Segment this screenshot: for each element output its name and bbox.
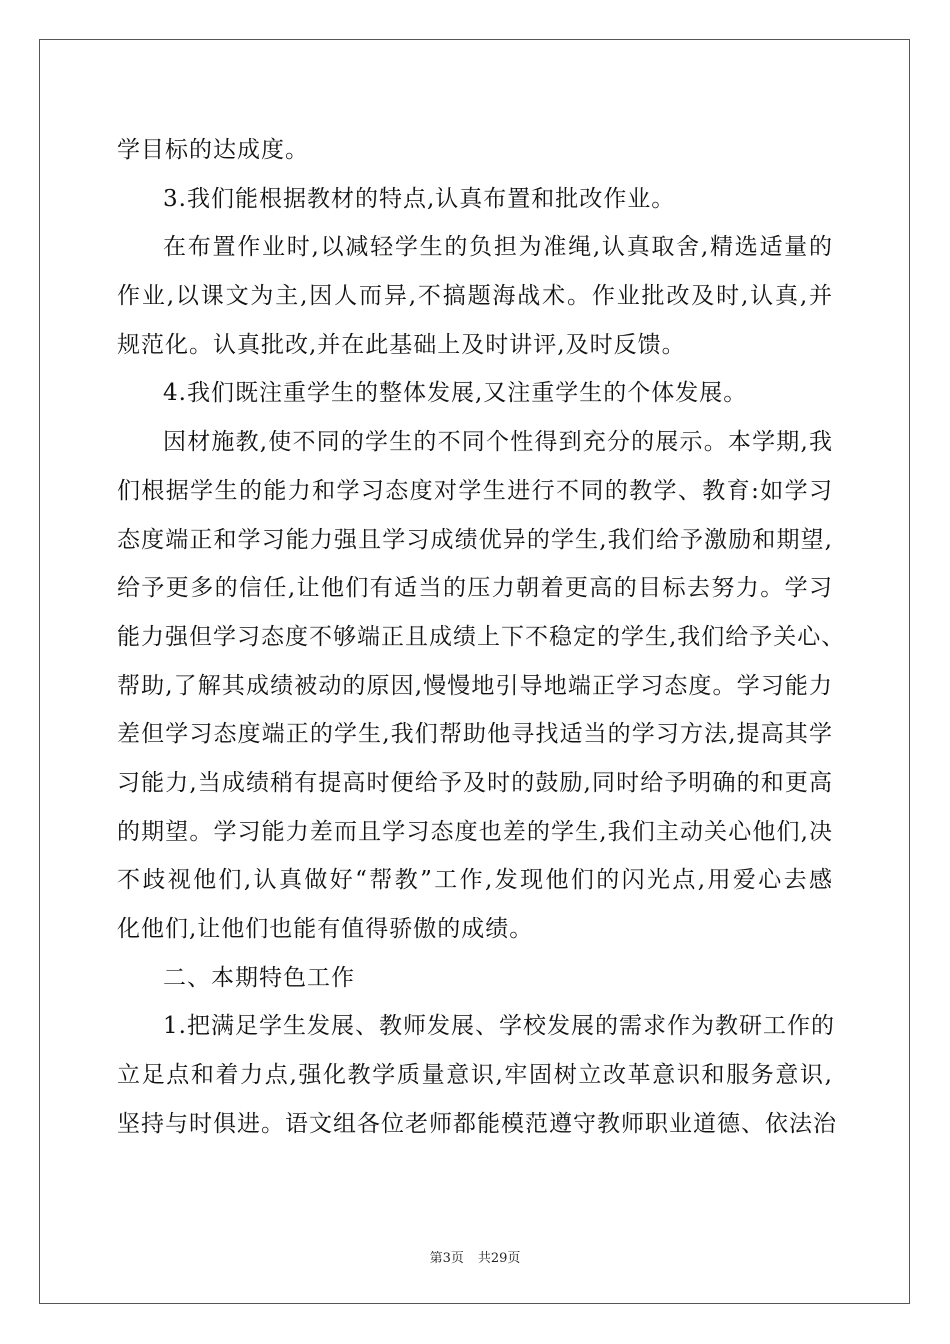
text-line: 作业,以课文为主,因人而异,不搞题海战术。作业批改及时,认真,并 — [117, 283, 833, 310]
text-line: 能力强但学习态度不够端正且成绩上下不稳定的学生,我们给予关心、 — [117, 623, 846, 650]
text-line: 们根据学生的能力和学习态度对学生进行不同的教学、教育:如学习 — [117, 477, 833, 504]
text-line: 4.我们既注重学生的整体发展,又注重学生的个体发展。 — [163, 380, 748, 407]
text-line: 规范化。认真批改,并在此基础上及时讲评,及时反馈。 — [117, 331, 686, 358]
page-footer — [0, 1247, 950, 1266]
section-heading: 二、本期特色工作 — [163, 964, 355, 991]
text-line: 立足点和着力点,强化教学质量意识,牢固树立改革意识和服务意识, — [117, 1062, 833, 1089]
text-line: 3.我们能根据教材的特点,认真布置和批改作业。 — [163, 185, 676, 212]
text-line: 化他们,让他们也能有值得骄傲的成绩。 — [117, 916, 534, 942]
document-body — [117, 126, 846, 1148]
page-number: 第3页 — [429, 1251, 464, 1266]
text-line: 习能力,当成绩稍有提高时便给予及时的鼓励,同时给予明确的和更高 — [117, 769, 833, 796]
text-line: 给予更多的信任,让他们有适当的压力朝着更高的目标去努力。学习 — [117, 575, 833, 602]
text-line: 的期望。学习能力差而且学习态度也差的学生,我们主动关心他们,决 — [117, 818, 833, 845]
text-line: 因材施教,使不同的学生的不同个性得到充分的展示。本学期,我 — [163, 429, 833, 456]
text-line: 态度端正和学习能力强且学习成绩优异的学生,我们给予激励和期望, — [117, 526, 833, 553]
text-line: 不歧视他们,认真做好“帮教”工作,发现他们的闪光点,用爱心去感 — [117, 867, 833, 894]
text-line: 1.把满足学生发展、教师发展、学校发展的需求作为教研工作的 — [163, 1013, 835, 1040]
text-line: 帮助,了解其成绩被动的原因,慢慢地引导地端正学习态度。学习能力 — [117, 672, 833, 699]
text-line: 学目标的达成度。 — [117, 137, 309, 163]
text-line: 差但学习态度端正的学生,我们帮助他寻找适当的学习方法,提高其学 — [117, 721, 833, 748]
text-line: 坚持与时俱进。语文组各位老师都能模范遵守教师职业道德、依法治 — [117, 1110, 837, 1137]
text-line: 在布置作业时,以减轻学生的负担为准绳,认真取舍,精选适量的 — [163, 234, 833, 261]
total-pages: 共29页 — [477, 1251, 521, 1266]
